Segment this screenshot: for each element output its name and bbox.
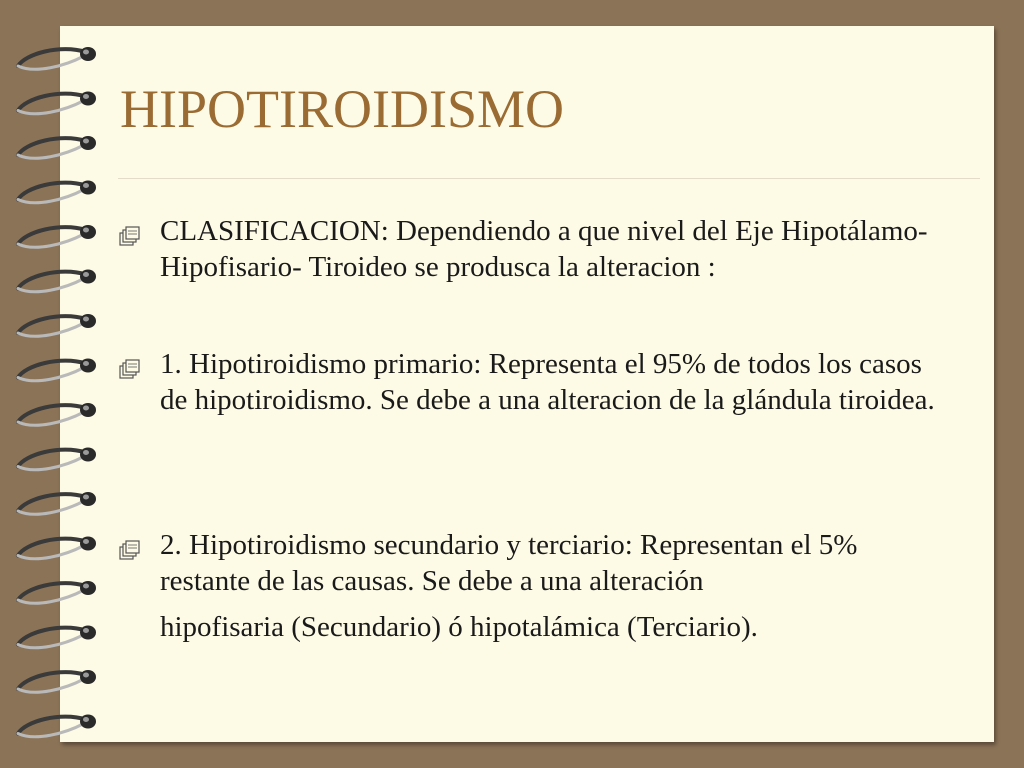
spiral-ring-icon <box>18 359 96 381</box>
bullet-item <box>118 527 938 645</box>
slide-title: HIPOTIROIDISMO <box>120 79 564 139</box>
book-bullet-icon <box>118 527 160 566</box>
spiral-ring-icon <box>18 670 96 692</box>
spiral-ring-icon <box>18 403 96 425</box>
bullet-item <box>118 346 938 418</box>
spiral-ring-icon <box>18 448 96 470</box>
spiral-ring-icon <box>18 626 96 648</box>
bullet-text-main: 2. Hipotiroidismo secundario y terciario: Representan el 5% restante de las causas. Se debe a una alteración <box>160 529 858 597</box>
spiral-ring-icon <box>18 537 96 559</box>
spiral-ring-icon <box>18 225 96 247</box>
bullet-item <box>118 213 938 285</box>
spiral-ring-icon <box>18 715 96 737</box>
book-bullet-icon <box>118 346 160 385</box>
spiral-ring-icon <box>18 181 96 203</box>
bullet-text <box>160 527 938 645</box>
spiral-ring-icon <box>18 136 96 158</box>
bullet-text: CLASIFICACION: Dependiendo a que nivel del Eje Hipotálamo- Hipofisario- Tiroideo se produsca la alteracion : <box>160 215 928 283</box>
spiral-ring-icon <box>18 581 96 603</box>
spiral-binding-icon <box>0 0 110 768</box>
spiral-ring-icon <box>18 47 96 69</box>
spiral-ring-icon <box>18 270 96 292</box>
bullet-text: 1. Hipotiroidismo primario: Representa el 95% de todos los casos de hipotiroidismo. Se debe a una alteracion de la glándula tiroidea. <box>160 348 935 416</box>
bullet-text-tail: hipofisaria (Secundario) ó hipotalámica (Terciario). <box>160 611 758 643</box>
spiral-ring-icon <box>18 492 96 514</box>
spiral-ring-icon <box>18 92 96 114</box>
book-bullet-icon <box>118 213 160 252</box>
title-divider <box>118 178 980 179</box>
spiral-ring-icon <box>18 314 96 336</box>
